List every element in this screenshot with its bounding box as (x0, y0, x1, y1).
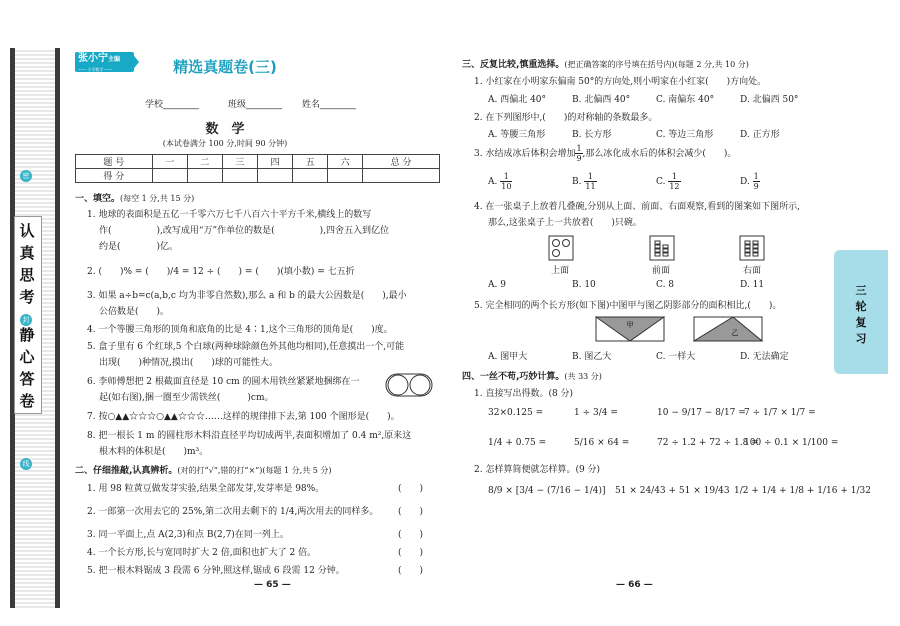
calc-item: 51 × 24/43 + 51 × 19/43 (615, 486, 730, 496)
denominator: 12 (669, 182, 680, 191)
question-8-line: 根木料的体积是( )m³。 (99, 447, 209, 457)
numerator: 1 (584, 172, 596, 182)
question-4: 4. 一个等腰三角形的顶角和底角的比是 4∶1,这个三角形的顶角是( )度。 (87, 325, 393, 335)
option[interactable]: D. 11 (740, 280, 765, 290)
rectangle-yi-figure (693, 316, 763, 342)
denominator: 10 (501, 182, 512, 191)
score-cell[interactable] (222, 169, 257, 183)
right-view-figure (739, 235, 765, 261)
score-table-header-row (76, 155, 440, 169)
question-3-line: 公倍数是( )。 (99, 307, 170, 317)
school-field: 学校________ (145, 100, 200, 110)
binding-char: 真 (19, 244, 35, 262)
option[interactable]: D. 北偏西 50° (740, 95, 799, 105)
view-label: 前面 (652, 266, 671, 276)
question-1-line: 作( ),改写成用“万”作单位的数是( ),四舍五入到亿位 (99, 226, 389, 236)
score-table-score-row (76, 169, 440, 183)
calc-item: 7 ÷ 1/7 × 1/7 = (744, 408, 816, 418)
page-number: — 65 — (254, 580, 291, 590)
binding-char: 心 (19, 348, 35, 366)
question-text: ,那么冰化成水后的体积会减少( )。 (582, 149, 737, 159)
fraction (584, 172, 596, 191)
option[interactable]: B. 北偏西 40° (572, 95, 631, 105)
exam-title: 精选真题卷(三) (173, 58, 277, 76)
option[interactable]: B. 长方形 (572, 130, 612, 140)
option-letter: A. (488, 177, 498, 187)
score-cell: 六 (328, 155, 363, 169)
option[interactable] (740, 172, 760, 191)
front-view-figure (649, 235, 675, 261)
numerator: 1 (576, 144, 582, 153)
binding-char: 考 (19, 288, 35, 306)
option-letter: D. (740, 177, 750, 187)
binding-char: 静 (19, 326, 35, 344)
section-3-heading: 三、反复比较,慎重选择。(把正确答案的序号填在括号内)(每题 2 分,共 10 分) (462, 60, 749, 70)
view-label: 上面 (551, 266, 570, 276)
section-2-heading: 二、仔细推敲,认真辨析。(对的打“√”,错的打“×”)(每题 1 分,共 5 分) (75, 466, 332, 476)
question-6-line: 起(如右图),捆一圈至少需铁丝( )cm。 (99, 393, 274, 403)
brand-logo: 张小宁主编 —— 小学数学 —— (75, 52, 134, 72)
question-5-line: 出现( )种情况,摸出( )球的可能性大。 (99, 358, 278, 368)
calc-part-2-title: 2. 怎样算简便就怎样算。(9 分) (474, 465, 601, 475)
tab-char: 三 (855, 284, 867, 297)
option[interactable]: A. 9 (488, 280, 506, 290)
seal-dot: 密 (20, 170, 32, 182)
option[interactable] (572, 172, 597, 191)
question-1-line: 约是( )亿。 (99, 242, 179, 252)
exam-note: (本试卷满分 100 分,时间 90 分钟) (162, 139, 288, 148)
tab-char: 轮 (855, 300, 867, 313)
score-cell[interactable] (293, 169, 328, 183)
question-8-line: 8. 把一根长 1 m 的圆柱形木料沿直径平均切成两半,表面积增加了 0.4 m²,原来这 (87, 431, 412, 441)
numerator: 1 (500, 172, 512, 182)
option[interactable] (656, 172, 681, 191)
section-4-heading: 四、一丝不苟,巧妙计算。(共 33 分) (462, 372, 602, 382)
calc-item: 72 ÷ 1.2 + 72 ÷ 1.8 = (657, 438, 759, 448)
option[interactable]: A. 等腰三角形 (488, 130, 546, 140)
choice-question-3 (474, 144, 736, 163)
calc-item: 32×0.125 = (488, 408, 544, 418)
shape-label: 甲 (626, 321, 634, 329)
subject-title: 数 学 (205, 122, 245, 137)
calc-item: 100 ÷ 0.1 × 1/100 = (744, 438, 839, 448)
binding-char: 答 (19, 370, 35, 388)
option[interactable]: A. 西偏北 40° (488, 95, 547, 105)
question-3-line: 3. 如果 a÷b=c(a,b,c 均为非零自然数),那么 a 和 b 的最大公因数是( ),最小 (87, 291, 407, 301)
score-cell: 得 分 (76, 169, 153, 183)
question-6-line: 6. 李师傅想把 2 根截面直径是 10 cm 的圆木用铁丝紧紧地捆绑在一 (87, 377, 360, 387)
top-view-figure (548, 235, 574, 261)
seal-dot: 线 (20, 458, 32, 470)
score-cell[interactable] (257, 169, 292, 183)
option[interactable]: B. 图乙大 (572, 352, 612, 362)
denominator: 9 (753, 182, 759, 191)
question-2: 2. ( )% = ( )/4 = 12 ÷ ( ) = ( )(填小数) = 七五折 (87, 267, 355, 277)
choice-question-2: 2. 在下列图形中,( )的对称轴的条数最多。 (474, 113, 658, 123)
calc-item: 1/2 + 1/4 + 1/8 + 1/16 + 1/32 (734, 486, 871, 496)
calc-item: 8/9 × [3/4 − (7/16 − 1/4)] (488, 486, 606, 496)
option-letter: C. (656, 177, 666, 187)
page-number: — 66 — (616, 580, 653, 590)
answer-paren[interactable]: ( ) (398, 548, 424, 558)
question-5-line: 5. 盒子里有 6 个红球,5 个白球(两种球除颜色外其他均相同),任意摸出一个,可能 (87, 342, 405, 352)
denominator: 11 (585, 182, 596, 191)
calc-item: 5/16 × 64 = (574, 438, 630, 448)
option[interactable] (488, 172, 512, 191)
name-field: 姓名________ (302, 100, 357, 110)
review-tab (834, 250, 888, 374)
tab-char: 习 (855, 332, 867, 345)
choice-question-4-line: 4. 在一张桌子上放着几叠碗,分别从上面、前面、右面观察,看到的图案如下图所示, (474, 202, 801, 212)
calc-item: 1 ÷ 3/4 = (574, 408, 618, 418)
tab-char: 复 (855, 316, 867, 329)
question-1-line: 1. 地球的表面积是五亿一千零六万七千八百六十平方千米,横线上的数写 (87, 210, 372, 220)
score-cell: 四 (257, 155, 292, 169)
question-text: 3. 水结成冰后体积会增加 (474, 149, 576, 159)
choice-question-4-line: 那么,这张桌子上一共放着( )只碗。 (488, 218, 642, 228)
binding-char: 认 (19, 222, 35, 240)
score-cell[interactable] (187, 169, 222, 183)
option[interactable]: B. 10 (572, 280, 596, 290)
option[interactable]: A. 图甲大 (488, 352, 528, 362)
score-cell: 二 (187, 155, 222, 169)
answer-paren[interactable]: ( ) (398, 530, 424, 540)
answer-paren[interactable]: ( ) (398, 566, 424, 576)
class-field: 班级________ (228, 100, 283, 110)
view-label: 右面 (743, 266, 762, 276)
calc-item: 1/4 + 0.75 = (488, 438, 547, 448)
score-cell: 一 (152, 155, 187, 169)
fraction (668, 172, 680, 191)
score-table (75, 154, 440, 183)
fraction (753, 172, 760, 191)
option[interactable]: C. 南偏东 40° (656, 95, 715, 105)
section-1-heading: 一、填空。(每空 1 分,共 15 分) (75, 194, 195, 204)
option[interactable]: C. 8 (656, 280, 675, 290)
shape-label: 乙 (731, 329, 739, 337)
answer-paren[interactable]: ( ) (398, 484, 424, 494)
score-cell[interactable] (152, 169, 187, 183)
option[interactable]: C. 等边三角形 (656, 130, 714, 140)
two-logs-figure (384, 372, 434, 398)
rectangle-jia-figure (595, 316, 665, 342)
score-cell: 五 (293, 155, 328, 169)
denominator: 9 (576, 154, 582, 163)
answer-paren[interactable]: ( ) (398, 507, 424, 517)
calc-part-1-title: 1. 直接写出得数。(8 分) (474, 389, 574, 399)
score-cell[interactable] (363, 169, 440, 183)
option[interactable]: C. 一样大 (656, 352, 696, 362)
score-cell: 题 号 (76, 155, 153, 169)
true-false-item: 3. 同一平面上,点 A(2,3)和点 B(2,7)在同一列上。 (87, 530, 289, 540)
fraction (575, 144, 582, 163)
score-cell: 总 分 (363, 155, 440, 169)
option[interactable]: D. 无法确定 (740, 352, 789, 362)
score-cell[interactable] (328, 169, 363, 183)
binding-char: 卷 (19, 392, 35, 410)
fraction (500, 172, 512, 191)
seal-dot: 封 (20, 314, 32, 326)
choice-question-5: 5. 完全相同的两个长方形(如下图)中图甲与图乙阴影部分的面积相比,( )。 (474, 301, 782, 311)
numerator: 1 (753, 172, 759, 181)
option[interactable]: D. 正方形 (740, 130, 780, 140)
question-7: 7. 按○▲▲☆☆☆○▲▲☆☆☆……这样的规律排下去,第 100 个图形是( )。 (87, 412, 400, 422)
numerator: 1 (668, 172, 680, 182)
binding-char: 思 (19, 266, 35, 284)
true-false-item: 4. 一个长方形,长与宽同时扩大 2 倍,面积也扩大了 2 倍。 (87, 548, 317, 558)
true-false-item: 2. 一郎第一次用去它的 25%,第二次用去剩下的 1/4,两次用去的同样多。 (87, 507, 379, 517)
true-false-item: 1. 用 98 粒黄豆做发芽实验,结果全部发芽,发芽率是 98%。 (87, 484, 325, 494)
option-letter: B. (572, 177, 582, 187)
true-false-item: 5. 把一根木料锯成 3 段需 6 分钟,照这样,锯成 6 段需 12 分钟。 (87, 566, 345, 576)
choice-question-1: 1. 小红家在小明家东偏南 50°的方向处,则小明家在小红家( )方向处。 (474, 77, 767, 87)
right-page (450, 0, 900, 626)
calc-item: 10 − 9/17 − 8/17 = (657, 408, 746, 418)
score-cell: 三 (222, 155, 257, 169)
